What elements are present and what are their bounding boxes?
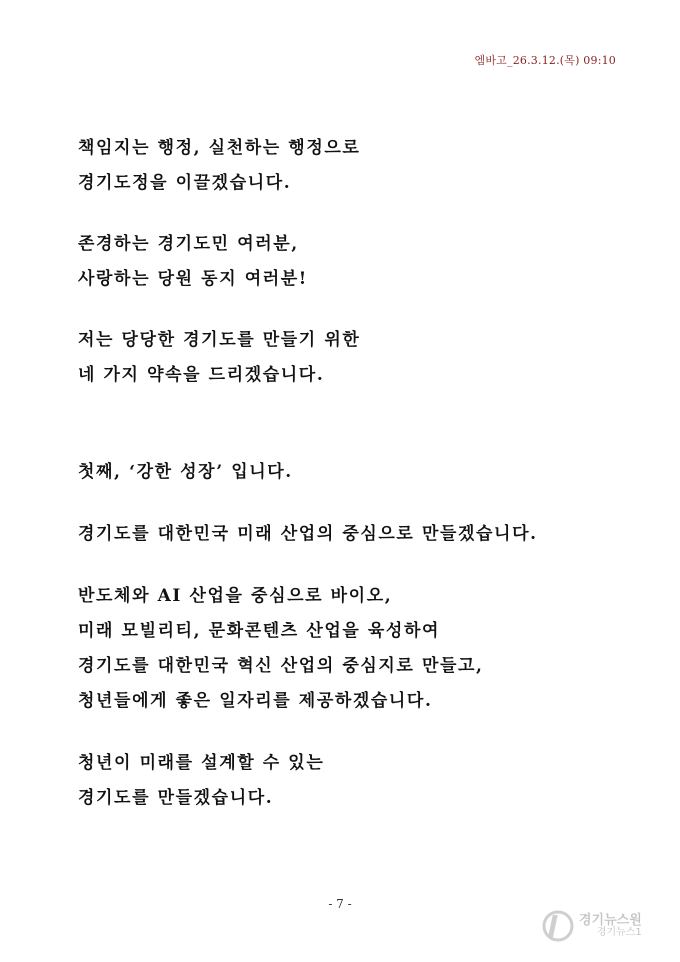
watermark: [541, 906, 666, 946]
page-number: - 7 -: [328, 897, 352, 911]
paragraph-line: 미래 모빌리티, 문화콘텐츠 산업을 육성하여: [78, 621, 440, 641]
paragraph-line: 책임지는 행정, 실천하는 행정으로: [78, 138, 361, 158]
watermark-title: 경기뉴스원: [579, 912, 642, 928]
paragraph-line: 경기도정을 이끌겠습니다.: [78, 173, 292, 193]
watermark-subtitle: 경기뉴스1: [596, 926, 642, 938]
paragraph-4: [78, 455, 638, 490]
paragraph-line: 경기도를 대한민국 혁신 산업의 중심지로 만들고,: [78, 656, 484, 676]
paragraph-line: 사랑하는 당원 동지 여러분!: [78, 269, 308, 289]
paragraph-5: [78, 517, 638, 552]
section-heading: 첫째, ‘강한 성장’ 입니다.: [78, 462, 293, 482]
paragraph-2: [78, 227, 638, 297]
paragraph-line: 경기도를 대한민국 미래 산업의 중심으로 만들겠습니다.: [78, 524, 538, 544]
paragraph-line: 청년들에게 좋은 일자리를 제공하겠습니다.: [78, 691, 433, 711]
paragraph-7: [78, 746, 638, 816]
paragraph-line: 반도체와 AI 산업을 중심으로 바이오,: [78, 586, 393, 606]
embargo-stamp: 엠바고_26.3.12.(목) 09:10: [474, 54, 616, 67]
paragraph-line: 청년이 미래를 설계할 수 있는: [78, 753, 325, 773]
speech-body: [78, 131, 638, 816]
paragraph-1: [78, 131, 638, 201]
paragraph-line: 네 가지 약속을 드리겠습니다.: [78, 365, 325, 385]
watermark-logo-icon: [541, 909, 575, 943]
paragraph-line: 저는 당당한 경기도를 만들기 위한: [78, 330, 361, 350]
paragraph-line: 경기도를 만들겠습니다.: [78, 788, 274, 808]
paragraph-line: 존경하는 경기도민 여러분,: [78, 234, 299, 254]
paragraph-3: [78, 323, 638, 393]
paragraph-6: [78, 579, 638, 719]
